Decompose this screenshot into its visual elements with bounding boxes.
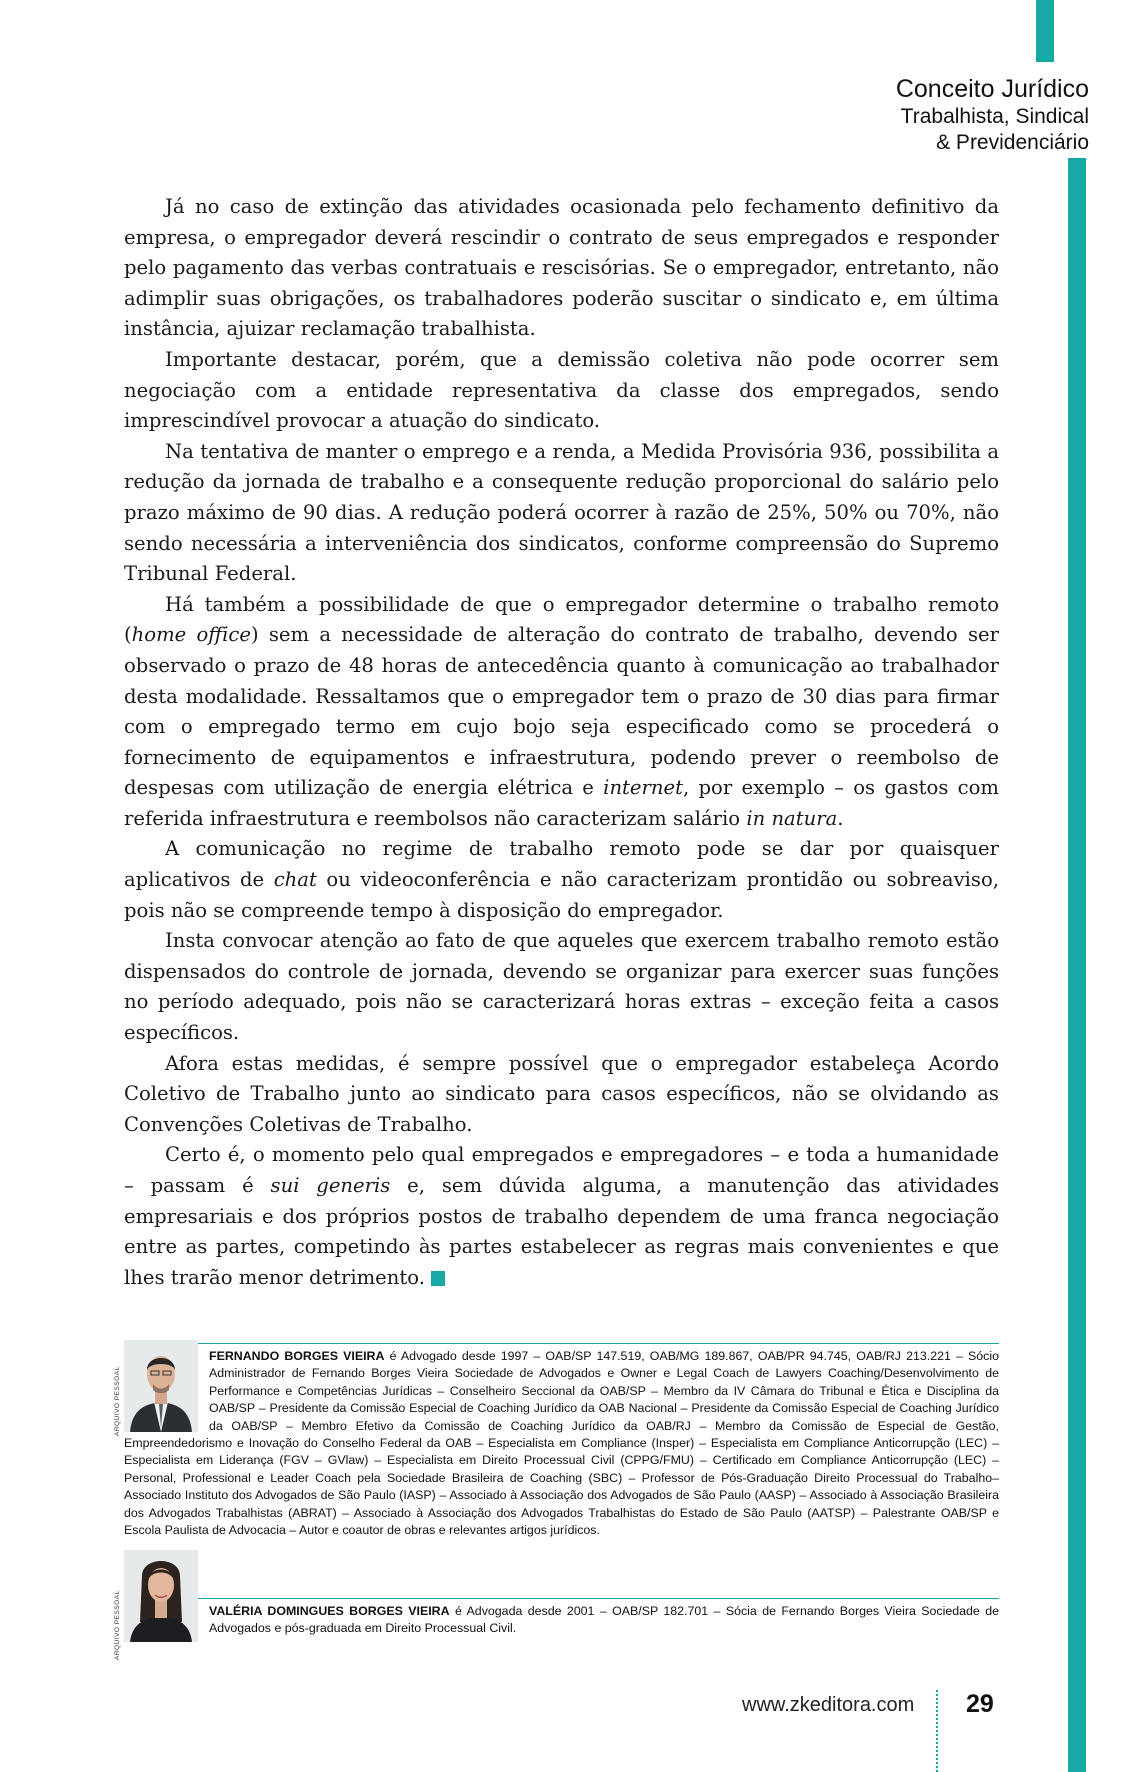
magazine-subtitle-line1: Trabalhista, Sindical xyxy=(900,105,1089,128)
italic-run: sui generis xyxy=(270,1174,391,1197)
text-run: . xyxy=(837,806,844,830)
text-run: Há também a possibilidade de que o empregador determine o trabalho remoto ( xyxy=(124,592,999,647)
paragraph: Já no caso de extinção das atividades ocasionada pelo fechamento definitivo da empresa, o empregador deverá rescindir o contrato de seus empregados e responder pelo pagamento das verbas contratuais e rescisórias. Se o empregador, entretanto, não adimplir suas obrigações, os trabalhadores poderão suscitar o sindicato e, em última instância, ajuizar reclamação trabalhista. xyxy=(124,195,999,341)
teal-accent-bar-top xyxy=(1036,0,1054,62)
paragraph: Importante destacar, porém, que a demissão coletiva não pode ocorrer sem negociação com a entidade representativa da classe dos empregados, sendo imprescindível provocar a atuação do sindicato. xyxy=(124,347,999,433)
author-description: é Advogada desde 2001 – OAB/SP 182.701 – Sócia de Fernando Borges Vieira Sociedade de Advogados e pós-graduada em Direito Processual Civil. xyxy=(209,1604,999,1636)
author-name: FERNANDO BORGES VIEIRA xyxy=(209,1349,385,1363)
bio-divider xyxy=(124,1343,999,1344)
text-run: A comunicação no regime de trabalho remoto pode se dar por quaisquer aplicativos de xyxy=(124,837,999,892)
paragraph: Na tentativa de manter o emprego e a renda, a Medida Provisória 936, possibilita a redução da jornada de trabalho e a consequente redução proporcional do salário pelo prazo máximo de 90 dias. A redução poderá ocorrer à razão de 25%, 50% ou 70%, não sendo necessária a interveniência dos sindicatos, conforme compreensão do Supremo Tribunal Federal. xyxy=(124,439,999,586)
magazine-title: Conceito Jurídico xyxy=(895,75,1089,103)
magazine-subtitle-line2: & Previdenciário xyxy=(936,131,1089,154)
italic-run: internet xyxy=(603,776,683,800)
author-photo xyxy=(124,1340,198,1432)
running-header xyxy=(896,74,1089,156)
photo-credit: ARQUIVO PESSOAL xyxy=(114,1366,121,1436)
bio-divider xyxy=(124,1598,999,1599)
footer-divider xyxy=(936,1690,938,1772)
text-run: ou videoconferência e não caracterizam prontidão ou sobreaviso, pois não se compreende tempo à disposição do empregador. xyxy=(124,868,999,922)
italic-run: home office xyxy=(131,623,251,647)
paragraph xyxy=(124,590,999,835)
paragraph: Insta convocar atenção ao fato de que aqueles que exercem trabalho remoto estão dispensados do controle de jornada, devendo se organizar para exercer suas funções no período adequado, pois não se caracterizará horas extras – exceção feita a casos específicos. xyxy=(124,929,999,1045)
article-body xyxy=(124,192,999,1293)
teal-accent-bar-side xyxy=(1068,158,1086,1772)
text-run: , por exemplo – os gastos com referida infraestrutura e reembolsos não caracterizam salário xyxy=(124,776,999,830)
italic-run: chat xyxy=(273,868,317,892)
paragraph xyxy=(124,1140,999,1293)
page-number: 29 xyxy=(966,1690,994,1718)
author-bio-valeria xyxy=(124,1553,999,1644)
paragraph xyxy=(124,834,999,926)
author-photo xyxy=(124,1550,198,1642)
italic-run: in natura xyxy=(746,806,838,830)
author-bio-fernando xyxy=(124,1343,999,1539)
publisher-url: www.zkeditora.com xyxy=(742,1694,915,1716)
text-run: Certo é, o momento pelo qual empregados e empregadores – e toda a humanidade – passam é xyxy=(124,1143,999,1197)
author-name: VALÉRIA DOMINGUES BORGES VIEIRA xyxy=(209,1604,450,1618)
text-run: e, sem dúvida alguma, a manutenção das atividades empresariais e dos próprios postos de trabalho dependem de uma franca negociação entre as partes, competindo às partes estabelecer as regras mais convenientes e que lhes trarão menor detrimento. xyxy=(124,1174,999,1289)
end-of-article-icon: ℤ xyxy=(431,1271,445,1286)
text-run: ) sem a necessidade de alteração do contrato de trabalho, devendo ser observado o prazo de 48 horas de antecedência quanto à comunicação ao trabalhador desta modalidade. Ressaltamos que o empregador tem o prazo de 30 dias para firmar com o empregado termo em cujo bojo seja especificado como se procederá o fornecimento de equipamentos e infraestrutura, podendo prever o reembolso de despesas com utilização de energia elétrica e xyxy=(124,623,999,800)
photo-credit: ARQUIVO PESSOAL xyxy=(114,1590,121,1660)
author-description: é Advogado desde 1997 – OAB/SP 147.519, OAB/MG 189.867, OAB/PR 94.745, OAB/RJ 213.221 – Sócio Administrador de Fernando Borges Vieira Sociedade de Advogados e Owner e Legal Coach de Lawyers Coaching/Desenvolvimento de Performance e Competências Jurídicas – Conselheiro Seccional da OAB/SP – Membro da IV Câmara do Tribunal e Ética e Disciplina da OAB/SP – Presidente da Comissão Especial de Coaching Jurídico da OAB Nacional – Presidente da Comissão Especial de Coaching Jurídico da OAB/SP – Membro Efetivo da Comissão de Coaching Jurídico da OAB/RJ – Membro da Comissão de Especial de Gestão, Empreendedorismo e Inovação do Conselho Federal da OAB – Especialista em Compliance (Insper) – Especialista em Compliance Anticorrupção (LEC) – Especialista em Liderança (FGV – GVlaw) – Especialista em Direito Processual Civil (CPPG/FMU) – Certificado em Compliance Anticorrupção (LEC) – Personal, Professional e Leader Coach pela Sociedade Brasileira de Coaching (SBC) – Professor de Pós-Graduação Direito Processual do Trabalho– Associado Instituto dos Advogados de São Paulo (IASP) – Associado à Associação dos Advogados de São Paulo (AASP) – Associado à Associação Brasileira dos Advogados Trabalhistas (ABRAT) – Associado à Associação dos Advogados Trabalhistas do Estado de São Paulo (AATSP) – Palestrante OAB/SP e Escola Paulista de Advocacia – Autor e coautor de obras e relevantes artigos jurídicos. xyxy=(124,1349,1000,1538)
paragraph: Afora estas medidas, é sempre possível que o empregador estabeleça Acordo Coletivo de Trabalho junto ao sindicato para casos específicos, não se olvidando as Convenções Coletivas de Trabalho. xyxy=(124,1051,999,1136)
